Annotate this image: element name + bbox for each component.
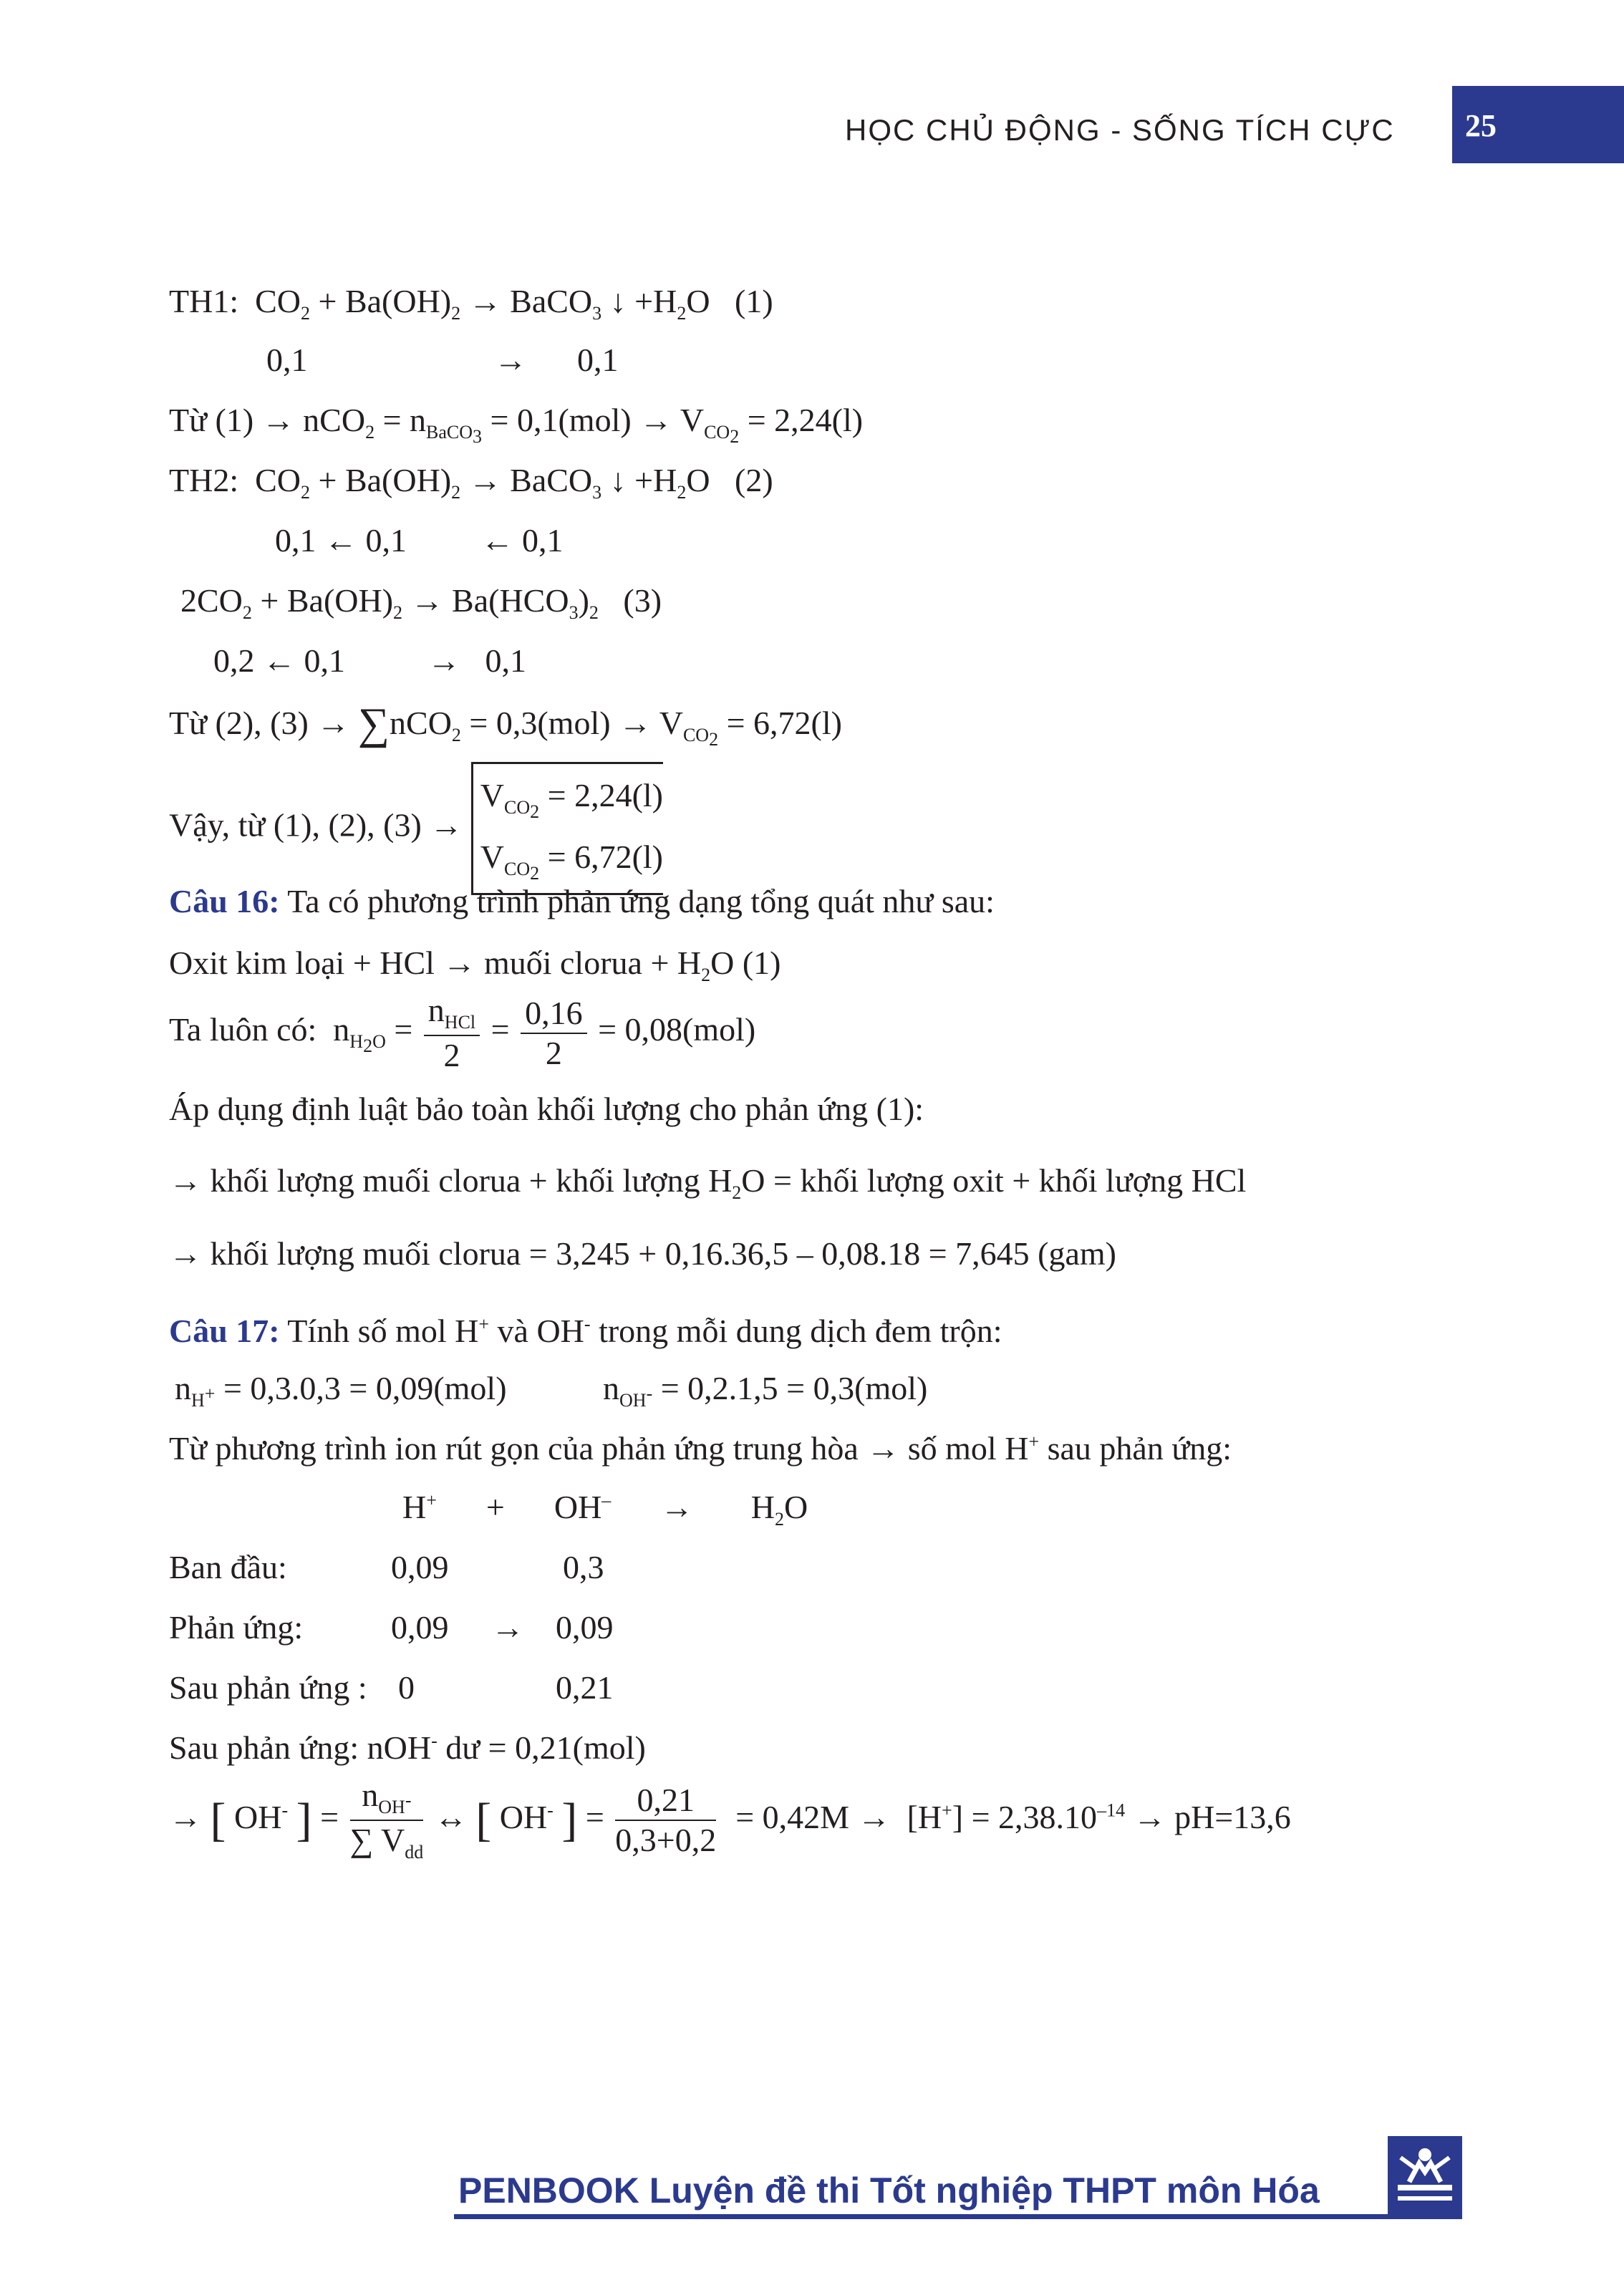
footer-title: PENBOOK Luyện đề thi Tốt nghiệp THPT môn Hóa — [458, 2170, 1320, 2211]
table-cell-oh: 0,21 — [556, 1669, 614, 1706]
q16-label: Câu 16: — [169, 883, 280, 919]
table-cell-h: 0,09 — [391, 1609, 449, 1646]
table-cell-h: 0,09 — [391, 1549, 449, 1585]
q17-ionic-equation: H+ + OH– → $H_2O$ — [402, 1489, 808, 1530]
q17-intro: Câu 17: Tính số mol H+ và OH- trong mỗi dung dịch đem trộn: — [169, 1313, 1002, 1349]
footer-underline — [454, 2214, 1389, 2219]
q16-reaction: Oxit kim loại + HCl → muối clorua + $H_2O$ (1) — [169, 945, 781, 986]
page-number: 25 — [1465, 108, 1497, 143]
page-header-title: HỌC CHỦ ĐỘNG - SỐNG TÍCH CỰC — [845, 113, 1395, 147]
arrow-right-icon: → — [491, 1609, 524, 1646]
q16-apply: Áp dụng định luật bảo toàn khối lượng cho phản ứng (1): — [169, 1091, 924, 1127]
table-cell-h: 0 — [398, 1669, 415, 1706]
th1-mol-left: 0,1 — [266, 342, 308, 378]
tu1-line: Từ $(1) \to nCO_2 = n_{BaCO_3} = 0,1(mol) \to V_{CO_2} = 2,24(l)$ — [169, 402, 864, 448]
table-row-label: Phản ứng: — [169, 1609, 304, 1646]
q17-nh: $n_{H^+} = 0,3.0,3 = 0,09(mol)$ — [175, 1370, 507, 1411]
q17-ionic: Từ phương trình ion rút gọn của phản ứng trung hòa → số mol H+ sau phản ứng: — [169, 1430, 1232, 1467]
th2-mol-row: 0,1 ← 0,1 ← 0,1 — [275, 522, 564, 559]
q16-intro: Câu 16: Ta có phương trình phản ứng dạng tổng quát như sau: — [169, 883, 995, 919]
th1-mol-right: 0,1 — [577, 342, 619, 378]
th2-equation: TH2: $CO_2 + Ba(OH)_2$ → BaCO$_3$ ↓ $+H_2O$ (2) — [169, 462, 773, 503]
arrow-right-icon: → — [494, 342, 527, 378]
penbook-logo-icon — [1388, 2136, 1462, 2219]
eq3-equation: $2CO_2 + Ba(OH)_2 \to Ba(HCO_3)_2$ (3) — [180, 582, 662, 624]
table-cell-oh: 0,09 — [556, 1609, 614, 1646]
q17-label: Câu 17: — [169, 1313, 280, 1349]
q17-noh: $n_{OH^-} = 0,2.1,5 = 0,3(mol)$ — [603, 1370, 928, 1411]
table-row-label: Ban đầu: — [169, 1549, 287, 1585]
tu23-line: Từ (2), $(3) \to \sum nCO_2 = 0,3(mol) \to V_{CO_2} = 6,72(l)$ — [169, 700, 842, 750]
q17-final: → [ OH- ] = $\frac{n_{OH^-}}{\sum V_{dd}}$ ↔ [ OH- ] = $\frac{0,21}{0,3+0,2}$ = $0,42M \to [H^+] = 2,38.10^{-14} \to pH=13,6$ — [169, 1777, 1291, 1863]
q16-mass-balance: → khối lượng muối clorua + khối lượng $H_2O$ = khối lượng oxit + khối lượng HCl — [169, 1162, 1247, 1204]
q16-ta-luon-co: Ta luôn có: $n_{H_2O}$ = $\frac{n_{HCl}}{2}$ = $\frac{0,16}{2}$ = 0,08(mol) — [169, 992, 756, 1074]
th1-equation: TH1: $CO_2 + Ba(OH)_2$ → BaCO$_3$ ↓ $+H_2O$ (1) — [169, 283, 773, 324]
eq3-mol-row: 0,2 ← 0,1 → 0,1 — [213, 642, 526, 679]
q16-mass-result: → khối lượng muối clorua = 3,245 + 0,16.36,5 – 0,08.18 = 7,645 (gam) — [169, 1235, 1116, 1272]
table-cell-oh: 0,3 — [563, 1549, 604, 1585]
result-bracket: $V_{CO_2} = 2,24(l)$ $V_{CO_2} = 6,72(l)$ — [471, 762, 663, 895]
table-row-label: Sau phản ứng : — [169, 1669, 367, 1706]
q17-excess: Sau phản ứng: nOH- dư = 0,21(mol) — [169, 1729, 646, 1766]
conclusion-line: Vậy, từ (1), (2), $(3) \to V_{CO_2} = 2,24(l)$ $V_{CO_2} = 6,72(l)$ — [169, 762, 663, 895]
